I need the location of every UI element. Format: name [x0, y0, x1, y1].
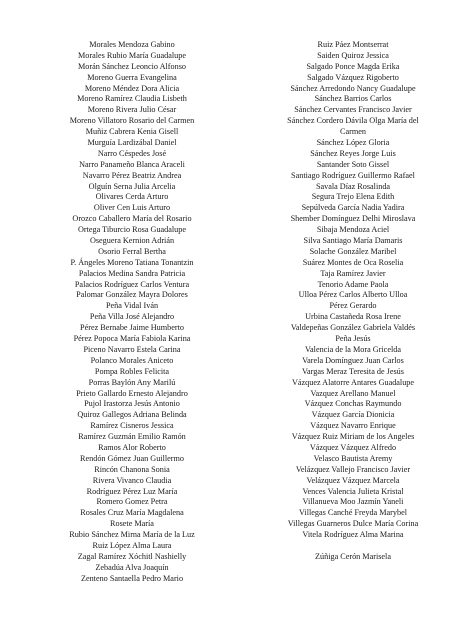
name-entry: Taja Ramírez Javier [320, 268, 386, 278]
name-entry: Velázquez Vallejo Francisco Javier [295, 464, 411, 474]
name-entry: Narro Céspedes José [97, 148, 167, 158]
name-entry: Velázquez Vázquez Marcela [306, 475, 400, 485]
name-entry: Urbina Castañeda Rosa Irene [305, 312, 401, 322]
name-entry: Varela Domínguez Juan Carlos [302, 355, 404, 365]
name-entry: Salgado Vázquez Rigoberto [307, 72, 399, 82]
name-entry: Narro Panameño Blanca Araceli [79, 159, 185, 169]
name-entry: Vázquez García Dionicia [311, 410, 395, 420]
name-entry: Zebadúa Alva Joaquín [95, 562, 169, 572]
name-entry: Moreno Méndez Dora Alicia [84, 83, 180, 93]
name-entry: Peña Vidal Iván [105, 301, 159, 311]
name-entry: Muñiz Cabrera Kenia Gisell [85, 127, 179, 137]
name-entry: Moreno Villatoro Rosario del Carmen [69, 116, 195, 126]
name-entry: Vazquez Arellano Manuel [310, 388, 396, 398]
name-entry: Peña Villa José Alejandro [89, 312, 175, 322]
name-entry: Velasco Bautista Aremy [313, 453, 393, 463]
name-entry: Sepúlveda García Nadia Yadira [301, 203, 405, 213]
name-entry: Ramos Alor Roberto [98, 442, 166, 452]
name-entry: Morán Sánchez Leoncio Alfonso [78, 61, 186, 71]
name-entry: Oseguera Kernion Adrián [89, 236, 175, 246]
name-entry [258, 541, 448, 552]
name-entry: Rosete María [110, 519, 154, 529]
name-entry: Pérez Gerardo [329, 301, 377, 311]
name-entry: Romero Gomez Petra [96, 497, 168, 507]
name-entry: Murguía Lardizábal Daniel [87, 138, 177, 148]
name-entry: Carmen [340, 127, 366, 137]
name-entry: Villegas Guarneros Dulce María Corina [287, 519, 419, 529]
name-entry: Peña Jesús [335, 334, 371, 344]
name-entry: Rincón Chanona Sonia [94, 464, 170, 474]
name-entry: Tenorio Adame Paola [317, 279, 389, 289]
name-entry: Olivares Cerda Arturo [95, 192, 169, 202]
name-entry: Rosales Cruz María Magdalena [80, 508, 184, 518]
name-entry: Moreno Rivera Julio César [87, 105, 177, 115]
name-entry: Morales Mendoza Gabino [89, 40, 175, 49]
name-entry: Villegas Canché Freyda Marybel [299, 508, 407, 518]
name-entry: Zúñiga Cerón Marisela [315, 551, 391, 561]
name-entry: Piceno Navarro Estela Carina [83, 344, 181, 354]
name-entry: Pujol Irastorza Jesús Antonio [84, 399, 180, 409]
name-entry: Sánchez Cordero Dávila Olga María del [287, 116, 419, 126]
name-entry: Shember Domínguez Delhi Miroslava [290, 214, 416, 224]
name-entry: Osorio Ferral Bertha [98, 246, 166, 256]
name-entry: Moreno Guerra Evangelina [87, 72, 177, 82]
name-entry: Sánchez López Gloria [316, 138, 390, 148]
name-entry: Valencia de la Mora Gricelda [305, 344, 401, 354]
name-entry: Zenteno Santaella Pedro Mario [80, 573, 184, 583]
name-entry: Segura Trejo Elena Edith [311, 192, 395, 202]
name-entry: Vázquez Alatorre Antares Guadalupe [291, 377, 415, 387]
name-entry: Ulloa Pérez Carlos Alberto Ulloa [298, 290, 408, 300]
name-entry: Rubio Sánchez Mirna María de la Luz [69, 530, 195, 540]
right-name-column [258, 40, 448, 563]
name-entry: Saiden Quiroz Jessica [317, 50, 389, 60]
name-entry: Vázquez Ruiz Miriam de los Angeles [291, 432, 415, 442]
name-entry: Palacios Medina Sandra Patricia [78, 268, 186, 278]
name-entry: Prieto Gallardo Ernesto Alejandro [76, 388, 188, 398]
name-entry: Pérez Popoca María Fabiola Karina [73, 334, 191, 344]
name-entry: Ruiz López Alma Laura [92, 540, 172, 550]
name-entry: Vázquez Navarro Enrique [310, 421, 396, 431]
name-entry: Moreno Ramírez Claudia Lisbeth [77, 94, 187, 104]
name-entry: Rendón Gómez Juan Guillermo [80, 453, 184, 463]
name-entry: Porras Baylón Any Marilú [88, 377, 176, 387]
name-entry: Olguín Serna Julia Arcelia [88, 181, 176, 191]
name-entry: Morales Rubio María Guadalupe [77, 50, 186, 60]
name-entry: Solache González Maribel [309, 246, 397, 256]
left-name-column [40, 40, 224, 585]
name-entry: Silva Santiago María Damaris [303, 236, 403, 246]
name-entry: Sánchez Arredondo Nancy Guadalupe [290, 83, 416, 93]
name-entry: Sánchez Cervantes Francisco Javier [294, 105, 412, 115]
name-entry: Pompa Robles Felicita [94, 366, 170, 376]
name-entry: Oliver Cen Luis Arturo [93, 203, 171, 213]
name-entry: Salgado Ponce Magda Erika [306, 61, 400, 71]
name-entry: Vitela Rodríguez Alma Marina [302, 530, 404, 540]
name-entry: Ramírez Cisneros Jessica [90, 421, 174, 431]
name-entry: Polanco Morales Aniceto [90, 355, 174, 365]
name-entry: Suárez Montes de Oca Roselia [302, 257, 404, 267]
name-entry: Sibaja Mendoza Aciel [316, 225, 390, 235]
name-entry: Savala Díaz Rosalinda [315, 181, 391, 191]
name-entry: Orozco Caballero María del Rosario [72, 214, 192, 224]
name-entry: Zagal Ramírez Xóchitl Nashielly [77, 551, 187, 561]
name-entry: Santander Soto Gissel [316, 159, 390, 169]
name-entry: Palomar González Mayra Dolores [76, 290, 188, 300]
name-entry: Ramírez Guzmán Emilio Ramón [78, 432, 186, 442]
name-entry: Palacios Rodríguez Carlos Ventura [74, 279, 190, 289]
name-entry: Rivera Vivanco Claudia [92, 475, 172, 485]
name-entry: Vázquez Vázquez Alfredo [309, 442, 397, 452]
name-entry: Rodríguez Pérez Luz María [86, 486, 178, 496]
name-entry: Sánchez Reyes Jorge Luis [310, 148, 396, 158]
name-entry: Vargas Meraz Teresita de Jesús [302, 366, 404, 376]
name-entry: Vences Valencia Julieta Kristal [302, 486, 404, 496]
name-entry: P. Ángeles Moreno Tatiana Tonantzin [70, 257, 194, 267]
name-entry: Santiago Rodríguez Guillermo Rafael [291, 170, 415, 180]
name-entry: Ortega Tiburcio Rosa Guadalupe [77, 225, 186, 235]
name-entry: Navarro Pérez Beatriz Andrea [82, 170, 182, 180]
name-entry: Ruiz Páez Montserrat [317, 40, 389, 49]
name-entry: Sánchez Barrios Carlos [314, 94, 392, 104]
name-entry: Vázquez Conchas Raymundo [304, 399, 402, 409]
name-entry: Quiroz Gallegos Adriana Belinda [77, 410, 187, 420]
name-entry: Villanueva Moo Jazmín Yaneli [302, 497, 404, 507]
name-entry: Pérez Bernabe Jaime Humberto [80, 323, 184, 333]
name-entry: Valdepeñas González Gabriela Valdés [290, 323, 416, 333]
